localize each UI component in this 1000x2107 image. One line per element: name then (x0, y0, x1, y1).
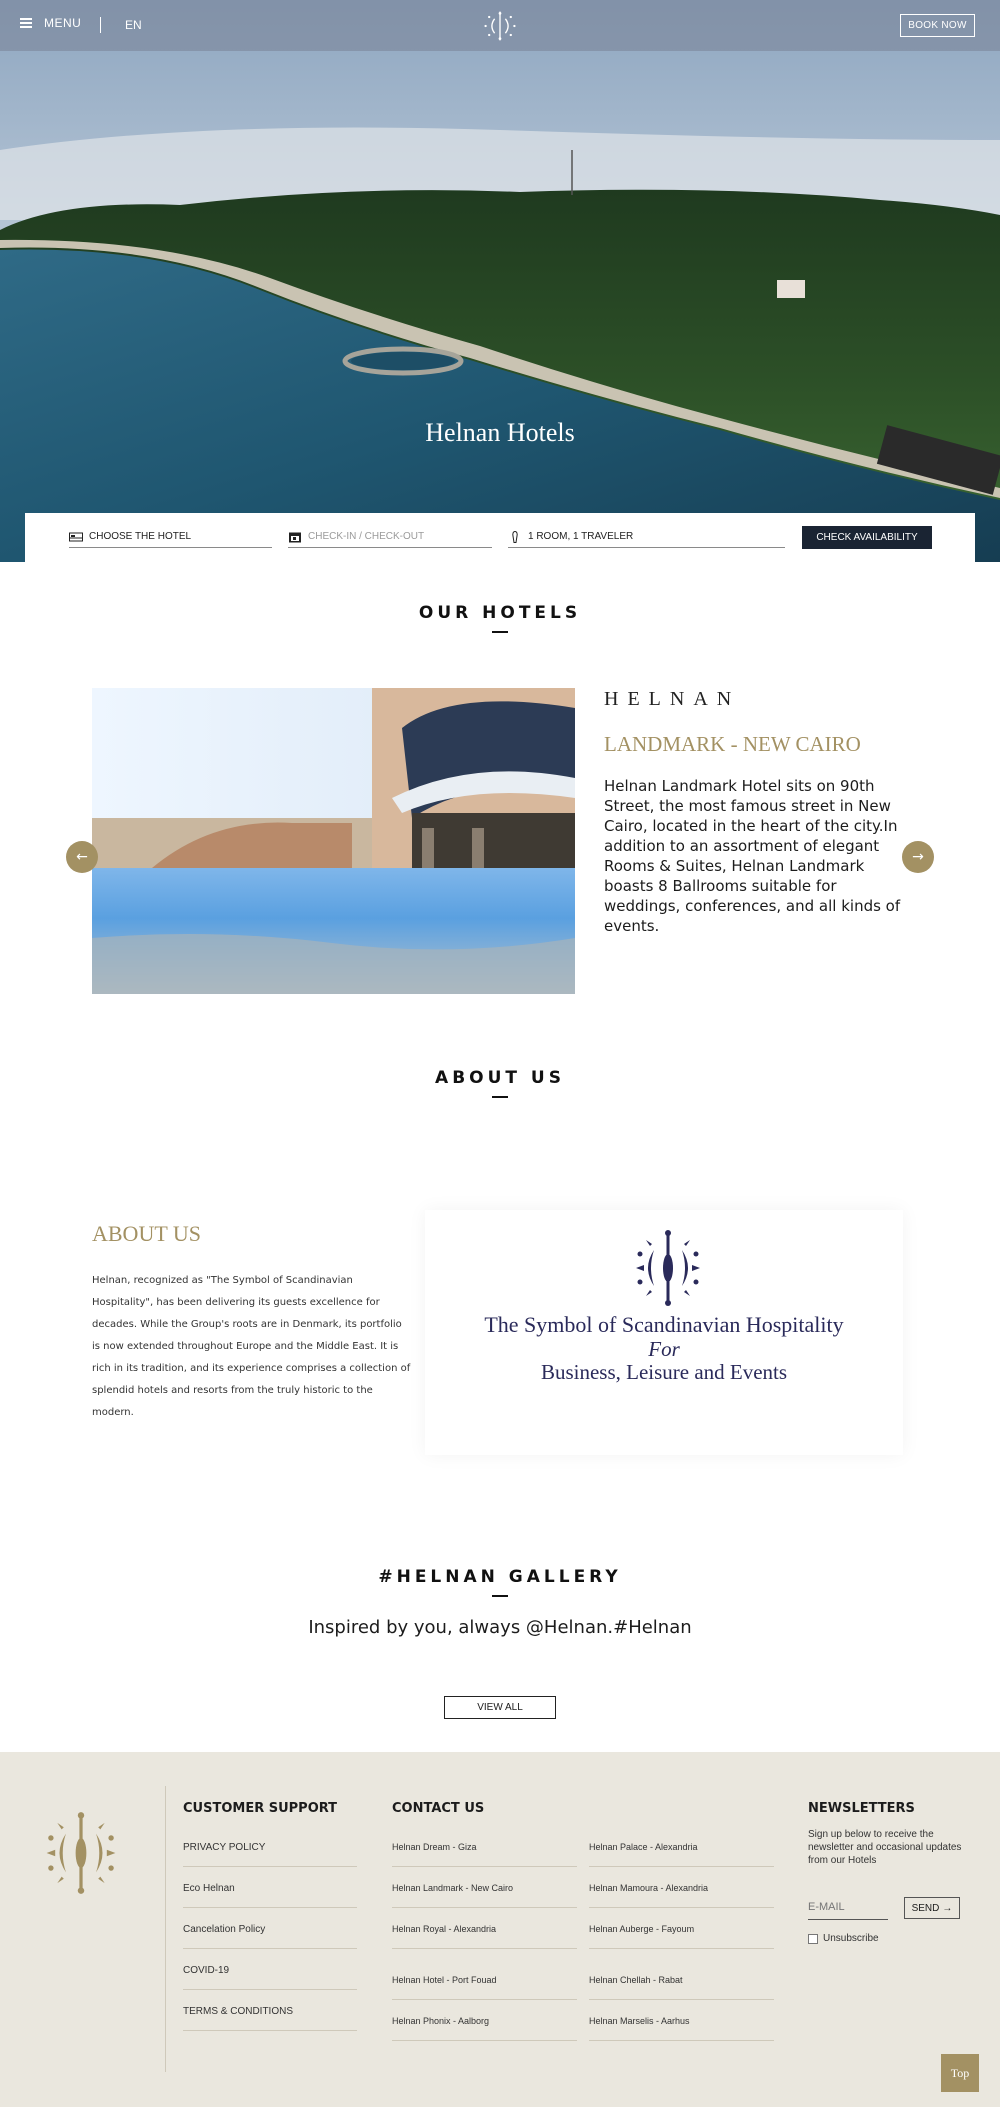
gallery-title: #HELNAN GALLERY (378, 1567, 622, 1587)
date-range-label: CHECK-IN / CHECK-OUT (308, 531, 425, 542)
footer-link-privacy[interactable]: PRIVACY POLICY (183, 1842, 357, 1867)
contact-link-port-fouad[interactable]: Helnan Hotel - Port Fouad (392, 1975, 577, 2000)
our-hotels-rule (492, 631, 508, 633)
hero-banner (0, 0, 1000, 562)
check-availability-button[interactable]: CHECK AVAILABILITY (802, 526, 932, 549)
date-range-picker[interactable] (288, 526, 492, 548)
view-all-button[interactable]: VIEW ALL (444, 1696, 556, 1719)
tagline-for: For (648, 1337, 680, 1361)
contact-link-mamoura[interactable]: Helnan Mamoura - Alexandria (589, 1883, 774, 1908)
footer-link-cancelation[interactable]: Cancelation Policy (183, 1924, 357, 1949)
hotel-photo (92, 688, 575, 994)
newsletter-send-button[interactable] (904, 1897, 960, 1919)
contact-link-chellah[interactable]: Helnan Chellah - Rabat (589, 1975, 774, 2000)
hotel-brand: HELNAN (604, 688, 741, 710)
contact-link-landmark[interactable]: Helnan Landmark - New Cairo (392, 1883, 577, 1908)
unsubscribe-checkbox[interactable] (808, 1933, 879, 1944)
hotel-description: Helnan Landmark Hotel sits on 90th Street, the most famous street in New Cairo, located in the heart of the city.In addition to an assortment of elegant Rooms & Suites, Helnan Landmark boasts 8 Ballrooms suitable for weddings, conferences, and all kinds of events. (604, 777, 901, 935)
about-text: Helnan, recognized as "The Symbol of Scandinavian Hospitality", has been delivering its guests excellence for decades. While the Group's roots are in Denmark, its portfolio is now extended throughout Europe and the Middle East. It is rich in its tradition, and its experience comprises a collection of splendid hotels and resorts from the truly historic to the modern. (92, 1275, 411, 1418)
tagline-symbol: The Symbol of Scandinavian Hospitality (484, 1312, 844, 1337)
helnan-logo-icon[interactable] (482, 8, 518, 44)
contact-link-auberge[interactable]: Helnan Auberge - Fayoum (589, 1924, 774, 1949)
contact-link-royal[interactable]: Helnan Royal - Alexandria (392, 1924, 577, 1949)
gallery-rule (492, 1595, 508, 1597)
slider-next-button[interactable] (902, 841, 934, 873)
contact-link-aalborg[interactable]: Helnan Phonix - Aalborg (392, 2016, 577, 2041)
bed-icon (69, 531, 83, 543)
footer-logo-icon (38, 1810, 124, 1896)
nav-divider (100, 17, 101, 33)
hotel-select-label: CHOOSE THE HOTEL (89, 531, 192, 542)
footer-divider (165, 1786, 166, 2072)
booking-bar (25, 513, 975, 563)
slider-prev-button[interactable] (66, 841, 98, 873)
hero-landscape-image (0, 0, 1000, 562)
about-us-title: ABOUT US (435, 1068, 565, 1088)
menu-button[interactable] (20, 16, 81, 30)
tagline-business: Business, Leisure and Events (540, 1360, 788, 1384)
about-heading: ABOUT US (92, 1221, 202, 1246)
send-arrow-icon: → (942, 1902, 953, 1914)
contact-link-dream[interactable]: Helnan Dream - Giza (392, 1842, 577, 1867)
calendar-icon (288, 531, 302, 543)
contact-us-heading: CONTACT US (392, 1801, 485, 1816)
back-to-top-button[interactable]: Top (941, 2054, 979, 2092)
newsletter-heading: NEWSLETTERS (808, 1801, 915, 1816)
footer-link-eco[interactable]: Eco Helnan (183, 1883, 357, 1908)
guests-label: 1 ROOM, 1 TRAVELER (528, 531, 634, 542)
footer-link-covid[interactable]: COVID-19 (183, 1965, 357, 1990)
helnan-emblem-icon (628, 1228, 708, 1308)
arrow-left-icon: ← (76, 849, 88, 865)
send-label: SEND (911, 1902, 940, 1914)
hotel-name[interactable]: LANDMARK - NEW CAIRO (604, 732, 861, 756)
arrow-right-icon: → (912, 849, 924, 865)
contact-link-marselis[interactable]: Helnan Marselis - Aarhus (589, 2016, 774, 2041)
customer-support-heading: CUSTOMER SUPPORT (183, 1801, 338, 1816)
newsletter-text: Sign up below to receive the newsletter and occasional updates from our Hotels (808, 1829, 962, 1866)
unsubscribe-box (808, 1934, 818, 1944)
our-hotels-title: OUR HOTELS (418, 603, 582, 623)
contact-link-palace[interactable]: Helnan Palace - Alexandria (589, 1842, 774, 1867)
menu-label: MENU (44, 16, 82, 30)
book-now-button[interactable]: BOOK NOW (900, 14, 975, 37)
hero-title: Helnan Hotels (425, 418, 575, 447)
newsletter-email-input[interactable] (808, 1890, 888, 1920)
about-us-rule (492, 1096, 508, 1098)
language-selector[interactable]: EN (125, 18, 142, 32)
guests-select[interactable] (508, 526, 785, 548)
top-navigation-bar (0, 0, 1000, 51)
footer-link-terms[interactable]: TERMS & CONDITIONS (183, 2006, 357, 2031)
menu-icon (20, 18, 32, 28)
hotel-select[interactable] (69, 526, 272, 548)
unsubscribe-label: Unsubscribe (823, 1933, 879, 1944)
person-icon (508, 531, 522, 543)
gallery-subtitle: Inspired by you, always @Helnan.#Helnan (308, 1617, 692, 1638)
